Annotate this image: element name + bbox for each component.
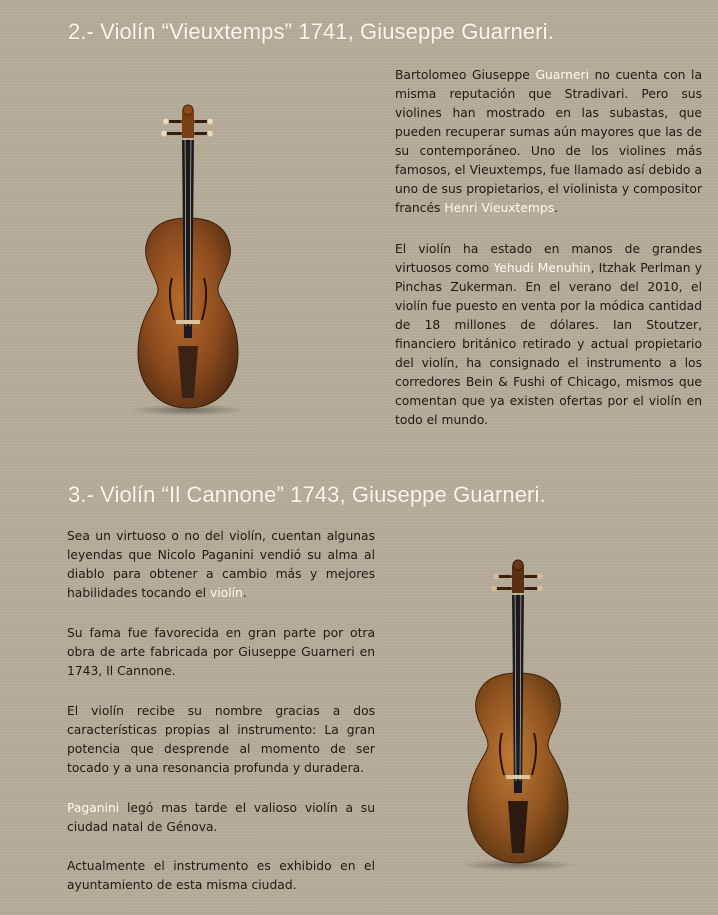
link-guarneri[interactable]: Guarneri: [535, 68, 589, 82]
link-paganini[interactable]: Paganini: [67, 801, 120, 815]
link-yehudi-menuhin[interactable]: Yehudi Menuhin: [493, 261, 591, 275]
paragraph-il-cannone-fame: Su fama fue favorecida en gran parte por otra obra de arte fabricada por Giuseppe Guarneri en 1743, Il Cannone.: [67, 626, 375, 678]
section-title-il-cannone: 3.- Violín “Il Cannone” 1743, Giuseppe Guarneri.: [68, 482, 546, 507]
violin-il-cannone-image: [458, 555, 578, 873]
link-henri-vieuxtemps[interactable]: Henri Vieuxtemps: [444, 201, 555, 215]
paragraph-il-cannone-name: El violín recibe su nombre gracias a dos características propias al instrumento: La gran potencia que desprende al momento de ser tocado y a una resonancia profunda y duradera.: [67, 704, 375, 775]
violin-vieuxtemps-image: [128, 100, 248, 418]
section-title-vieuxtemps: 2.- Violín “Vieuxtemps” 1741, Giuseppe Guarneri.: [68, 19, 554, 44]
paragraph-vieuxtemps-owners: El violín ha estado en manos de grandes virtuosos como Yehudi Menuhin, Itzhak Perlman y Pinchas Zukerman. En el verano del 2010, el violín fue puesto en venta por la módica cantidad de 18 millones de dólares. Ian Stoutzer, financiero británico retirado y actual propietario del violín, ha consignado el instrumento a los corredores Bein & Fushi of Chicago, mismos que comentan que ya existen ofertas por el violín en todo el mundo.: [395, 242, 702, 427]
paragraph-paganini-genova: Paganini legó mas tarde el valioso violín a su ciudad natal de Génova.: [67, 801, 375, 834]
link-violin[interactable]: violín: [209, 586, 243, 600]
paragraph-exhibited: Actualmente el instrumento es exhibido en el ayuntamiento de esta misma ciudad.: [67, 859, 375, 892]
paragraph-paganini-legend: Sea un virtuoso o no del violín, cuentan algunas leyendas que Nicolo Paganini vendió su alma al diablo para obtener a cambio más y mejores habilidades tocando el violín.: [67, 529, 375, 600]
paragraph-guarneri-reputation: Bartolomeo Giuseppe Guarneri no cuenta con la misma reputación que Stradivari. Pero sus violines han mostrado en las subastas, que pueden recuperar sumas aún mayores que las de su contemporáneo. Uno de los violines más famosos, el Vieuxtemps, fue llamado así debido a uno de sus propietarios, el violinista y compositor francés Henri Vieuxtemps.: [395, 68, 702, 215]
